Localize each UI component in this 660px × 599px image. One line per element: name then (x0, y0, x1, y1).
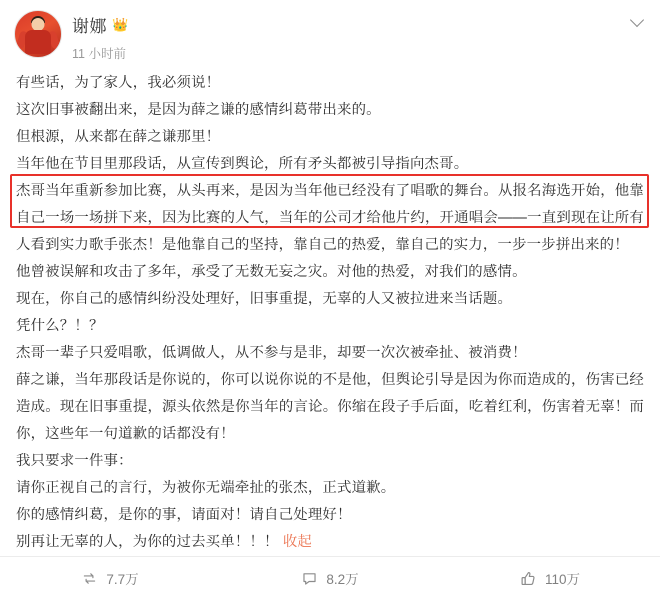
post-actions-bar (0, 556, 660, 599)
post-paragraph: 他曾被误解和攻击了多年，承受了无数无妄之灾。对他的热爱，对我们的感情。 (16, 264, 527, 280)
author-name[interactable]: 谢娜 (72, 17, 107, 36)
post-paragraph: 当年他在节目里那段话，从宣传到舆论，所有矛头都被引导指向杰哥。 (16, 156, 469, 172)
post-meta (72, 10, 128, 62)
chevron-down-icon[interactable] (631, 14, 644, 27)
post-paragraph: 但根源，从来都在薛之谦那里！ (16, 129, 221, 145)
post-paragraph: 有些话，为了家人，我必须说！ (16, 75, 221, 91)
like-count: 110万 (544, 572, 581, 587)
post-paragraph: 这次旧事被翻出来，是因为薛之谦的感情纠葛带出来的。 (16, 102, 381, 118)
comment-count: 8.2万 (326, 572, 359, 587)
post-paragraph-last-text: 别再让无辜的人，为你的过去买单！！！ (16, 534, 279, 550)
avatar[interactable] (14, 10, 62, 58)
post-paragraph: 你的感情纠葛，是你的事，请面对！请自己处理好！ (16, 507, 352, 523)
post-paragraph: 请你正视自己的言行，为被你无端牵扯的张杰，正式道歉。 (16, 480, 396, 496)
post-paragraph: 凭什么？！？ (16, 318, 104, 334)
post-content (0, 66, 660, 556)
like-action[interactable] (440, 568, 660, 588)
crown-badge-icon: 👑 (112, 17, 129, 32)
post-paragraph: 我只要求一件事： (16, 453, 133, 469)
repost-icon (81, 570, 98, 587)
like-icon (520, 570, 537, 587)
post-paragraph: 杰哥一辈子只爱唱歌，低调做人，从不参与是非，却要一次次被牵扯、被消费！ (16, 345, 527, 361)
author-row (72, 12, 128, 37)
post-paragraph: 现在，你自己的感情纠纷没处理好，旧事重提，无辜的人又被拉进来当话题。 (16, 291, 513, 307)
avatar-body (25, 30, 51, 54)
post-header (0, 0, 660, 66)
repost-count: 7.7万 (106, 572, 139, 587)
post-paragraph: 杰哥当年重新参加比赛，从头再来，是因为当年他已经没有了唱歌的舞台。从报名海选开始，他靠自己一场一场拼下来，因为比赛的人气，当年的公司才给他片约，开通唱会——一直到现在让所有人看到实力歌手张杰！是他靠自己的坚持，靠自己的热爱，靠自己的实力，一步一步拼出来的！ (16, 183, 644, 253)
comment-action[interactable] (220, 568, 440, 588)
post-paragraph: 薛之谦，当年那段话是你说的，你可以说你说的不是他，但舆论引导是因为你而造成的，伤害已经造成。现在旧事重提，源头依然是你当年的言论。你缩在段子手后面，吃着红利，伤害着无辜！而你，这些年一句道歉的话都没有！ (16, 372, 644, 442)
repost-action[interactable] (0, 568, 220, 588)
collapse-link[interactable]: 收起 (282, 534, 313, 550)
comment-icon (301, 570, 318, 587)
post-paragraph-last (16, 529, 644, 556)
post-timestamp: 11 小时前 (72, 47, 126, 61)
